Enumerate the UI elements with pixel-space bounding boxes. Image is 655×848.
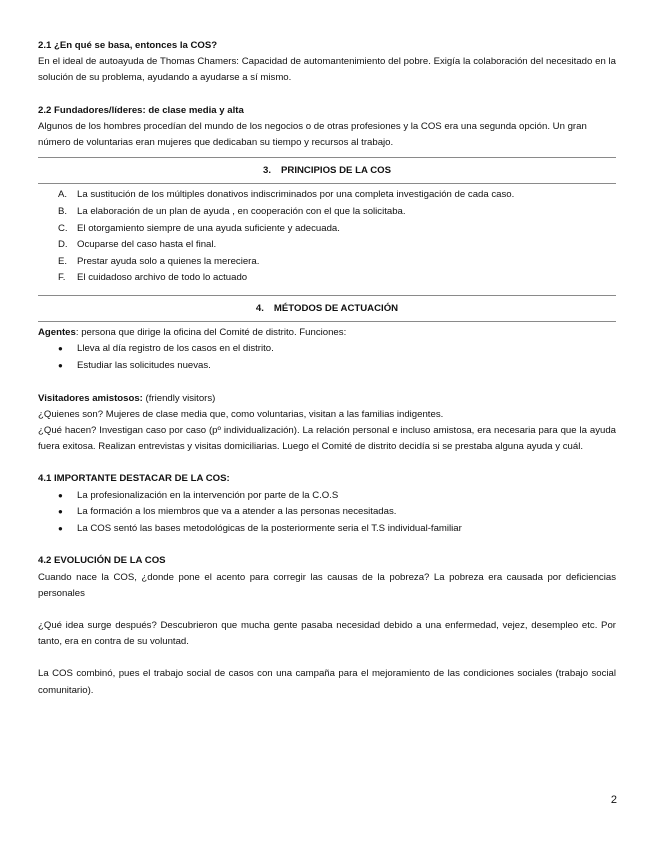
list-item-text: Lleva al día registro de los casos en el distrito. — [77, 343, 274, 355]
list-item — [58, 187, 616, 204]
agentes-text: : persona que dirige la oficina del Comité de distrito. Funciones: — [75, 327, 347, 339]
agentes-paragraph — [38, 325, 616, 341]
list-marker: D. — [58, 239, 68, 251]
list-item — [58, 270, 616, 287]
section-3-title — [38, 158, 616, 183]
page-number: 2 — [610, 794, 617, 806]
section-3-title-text: PRINCIPIOS DE LA COS — [281, 165, 391, 177]
section-4-title-text: MÉTODOS DE ACTUACIÓN — [273, 302, 399, 314]
list-item-text: La COS sentó las bases metodológicas de la posteriormente seria el T.S individual-familiar — [77, 522, 462, 534]
visitadores-text: (friendly visitors) — [142, 392, 216, 404]
bullet-icon: ● — [58, 523, 63, 533]
list-item-text: La formación a los miembros que va a atender a las personas necesitadas. — [77, 506, 397, 518]
bullet-icon: ● — [58, 360, 63, 370]
section-4-1-heading: 4.1 IMPORTANTE DESTACAR DE LA COS: — [38, 473, 230, 485]
list-item-text: Prestar ayuda solo a quienes la mereciera. — [77, 255, 260, 267]
section-4-2-heading: 4.2 EVOLUCIÓN DE LA COS — [38, 555, 166, 567]
list-marker: B. — [58, 206, 68, 218]
divider — [38, 183, 616, 184]
visitadores-label: Visitadores amistosos: — [38, 392, 143, 404]
list-item — [58, 341, 616, 358]
bullet-icon: ● — [58, 344, 63, 354]
section-2-2-heading: 2.2 Fundadores/líderes: de clase media y alta — [38, 104, 244, 116]
quienes-paragraph: ¿Quienes son? Mujeres de clase media que, como voluntarias, visitan a las familias indigentes. — [38, 408, 444, 420]
page-content — [38, 38, 616, 699]
list-marker: F. — [58, 272, 66, 284]
important-list — [38, 488, 616, 538]
list-item-text: La profesionalización en la intervención por parte de la C.O.S — [77, 489, 339, 501]
bullet-icon: ● — [58, 507, 63, 517]
visitadores-paragraph — [38, 391, 616, 407]
list-item — [58, 358, 616, 375]
list-item — [58, 221, 616, 238]
list-marker: A. — [58, 189, 68, 201]
list-marker: E. — [58, 255, 68, 267]
list-marker: C. — [58, 222, 68, 234]
section-2-2-text: Algunos de los hombres procedían del mundo de los negocios o de otras profesiones y la COS era una segunda opción. Un gran número de voluntarias eran mujeres que dedicaban su tiempo y recursos al trabajo. — [38, 120, 587, 149]
agentes-list — [38, 341, 616, 374]
list-item — [58, 488, 616, 505]
list-item — [58, 504, 616, 521]
evolution-paragraph-2: ¿Qué idea surge después? Descubrieron que mucha gente pasaba necesidad debido a una enfermedad, vejez, desempleo etc. Por tanto, era en contra de su voluntad. — [38, 619, 616, 648]
section-4-number: 4. — [255, 302, 264, 314]
list-item — [58, 237, 616, 254]
que-hacen-paragraph: ¿Qué hacen? Investigan caso por caso (pº individualización). La relación personal e incluso amistosa, era necesaria para que la ayuda fuera exitosa. Realizan entrevistas y visitas domiciliarias. Luego el Comité de distrito decidía si se prestaba alguna ayuda y cuál. — [38, 424, 616, 453]
list-item-text: El cuidadoso archivo de todo lo actuado — [77, 272, 248, 284]
agentes-label: Agentes — [38, 327, 76, 339]
section-2-1-text: En el ideal de autoayuda de Thomas Chamers: Capacidad de automantenimiento del pobre. Exigía la colaboración del necesitado en la solución de su problema, ayudando a ayudarse a sí mismo. — [38, 56, 616, 84]
evolution-paragraph-3: La COS combinó, pues el trabajo social de casos con una campaña para el mejoramiento de las condiciones sociales (trabajo social comunitario). — [38, 668, 616, 696]
principles-list — [38, 187, 616, 287]
section-4-title — [38, 296, 616, 321]
evolution-paragraph-1: Cuando nace la COS, ¿donde pone el acento para corregir las causas de la pobreza? La pobreza era causada por deficiencias personales — [38, 571, 616, 599]
list-item — [58, 521, 616, 538]
list-item-text: La elaboración de un plan de ayuda , en cooperación con el que la solicitaba. — [77, 206, 406, 218]
list-item-text: El otorgamiento siempre de una ayuda suficiente y adecuada. — [77, 222, 340, 234]
list-item — [58, 254, 616, 271]
list-item-text: Ocuparse del caso hasta el final. — [77, 239, 217, 251]
section-3-number: 3. — [262, 165, 271, 177]
list-item-text: Estudiar las solicitudes nuevas. — [77, 359, 211, 371]
list-item-text: La sustitución de los múltiples donativos indiscriminados por una completa investigación de cada caso. — [77, 189, 515, 201]
section-2-1-heading: 2.1 ¿En qué se basa, entonces la COS? — [38, 40, 218, 51]
bullet-icon: ● — [58, 490, 63, 500]
list-item — [58, 204, 616, 221]
